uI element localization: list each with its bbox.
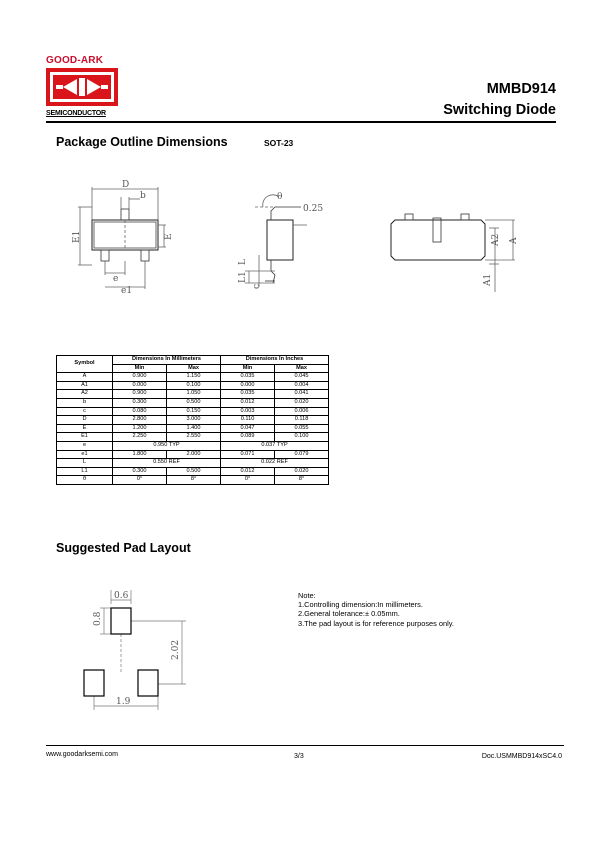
pad-right [138, 670, 158, 696]
label-D: D [122, 180, 130, 190]
table-row [57, 441, 329, 450]
cell-in-max: 0.079 [275, 450, 329, 459]
cell-in-min: 0.035 [221, 373, 275, 382]
table-row [57, 476, 329, 485]
cell-in-min: 0.003 [221, 407, 275, 416]
cell-mm-min: 1.200 [113, 424, 167, 433]
pad-dim-width: 0.6 [114, 591, 129, 601]
cell-mm-min: 0.080 [113, 407, 167, 416]
table-row [57, 424, 329, 433]
cell-in-max: 8° [275, 476, 329, 485]
label-E1: E1 [72, 230, 82, 243]
table-row [57, 398, 329, 407]
note-title: Note: [298, 591, 316, 600]
cell-symbol: A2 [57, 390, 113, 399]
cell-symbol: L [57, 459, 113, 468]
label-L1: L1 [238, 271, 248, 283]
side-view-drawing [235, 185, 335, 295]
cell-in-max: 0.045 [275, 373, 329, 382]
cell-in-max: 0.041 [275, 390, 329, 399]
cell-symbol: A1 [57, 381, 113, 390]
cell-mm-min: 2.250 [113, 433, 167, 442]
cell-symbol: E [57, 424, 113, 433]
cell-mm-span: 0.550 REF [113, 459, 221, 468]
label-A1: A1 [483, 273, 493, 286]
table-row [57, 416, 329, 425]
cell-in-min: 0.000 [221, 381, 275, 390]
cell-in-max: 0.020 [275, 398, 329, 407]
cell-mm-min: 2.800 [113, 416, 167, 425]
pad-top [111, 608, 131, 634]
label-E: E [164, 233, 174, 240]
table-row [57, 373, 329, 382]
pad-dim-vertical: 2.02 [171, 639, 181, 660]
label-A2: A2 [491, 233, 501, 246]
cell-mm-max: 0.500 [167, 398, 221, 407]
label-c: c [252, 283, 262, 289]
cell-mm-max: 2.000 [167, 450, 221, 459]
front-view-drawing [385, 200, 525, 300]
top-view-drawing [70, 175, 180, 295]
cell-in-span: 0.022 REF [221, 459, 329, 468]
cell-symbol: e1 [57, 450, 113, 459]
table-header-row [57, 356, 329, 365]
cell-in-min: 0.110 [221, 416, 275, 425]
cell-symbol: b [57, 398, 113, 407]
cell-in-max: 0.055 [275, 424, 329, 433]
cell-in-min: 0.012 [221, 398, 275, 407]
cell-in-min: 0.035 [221, 390, 275, 399]
label-gauge: 0.25 [303, 204, 324, 214]
cell-in-max: 0.006 [275, 407, 329, 416]
dimension-table [56, 355, 329, 485]
cell-in-max: 0.118 [275, 416, 329, 425]
label-L: L [238, 259, 248, 265]
cell-mm-min: 0.300 [113, 398, 167, 407]
cell-in-min: 0° [221, 476, 275, 485]
header-in-min: Min [221, 364, 275, 373]
dimension-table-body [57, 356, 329, 485]
cell-mm-min: 1.800 [113, 450, 167, 459]
footer-website[interactable]: www.goodarksemi.com [46, 751, 118, 758]
cell-in-max: 0.100 [275, 433, 329, 442]
cell-mm-min: 0.000 [113, 381, 167, 390]
header-mm-max: Max [167, 364, 221, 373]
cell-mm-max: 0.100 [167, 381, 221, 390]
notes-block [298, 591, 454, 628]
note-1: 1.Controlling dimension:In millimeters. [298, 600, 423, 610]
cell-mm-max: 1.150 [167, 373, 221, 382]
pad-left [84, 670, 104, 696]
logo-subtext: SEMICONDUCTOR [46, 110, 106, 117]
cell-mm-max: 8° [167, 476, 221, 485]
label-e1: e1 [121, 286, 133, 295]
footer-page-number: 3/3 [294, 753, 304, 760]
footer-rule [46, 745, 564, 746]
header-rule [46, 121, 556, 123]
cell-mm-min: 0° [113, 476, 167, 485]
label-e: e [113, 274, 119, 284]
table-row [57, 450, 329, 459]
cell-symbol: D [57, 416, 113, 425]
pad-layout-drawing [78, 584, 198, 714]
logo-wordmark: GOOD-ARK [46, 55, 104, 66]
label-theta: θ [277, 192, 283, 202]
cell-symbol: E1 [57, 433, 113, 442]
header-in-max: Max [275, 364, 329, 373]
table-row [57, 407, 329, 416]
cell-mm-max: 2.550 [167, 433, 221, 442]
note-3: 3.The pad layout is for reference purposes only. [298, 618, 454, 628]
cell-in-min: 0.012 [221, 467, 275, 476]
table-row [57, 433, 329, 442]
cell-symbol: θ [57, 476, 113, 485]
cell-symbol: e [57, 441, 113, 450]
pad-dim-height: 0.8 [93, 611, 103, 626]
header-mm-min: Min [113, 364, 167, 373]
package-section-title: Package Outline Dimensions [56, 135, 228, 149]
cell-symbol: A [57, 373, 113, 382]
cell-in-max: 0.004 [275, 381, 329, 390]
cell-in-min: 0.047 [221, 424, 275, 433]
header-mm: Dimensions In Millimeters [113, 356, 221, 365]
document-subtitle: Switching Diode [443, 102, 556, 118]
header-symbol: Symbol [57, 356, 113, 373]
pad-section-title: Suggested Pad Layout [56, 541, 191, 555]
part-number: MMBD914 [486, 81, 556, 97]
note-2: 2.General tolerance:± 0.05mm. [298, 609, 400, 619]
cell-in-min: 0.071 [221, 450, 275, 459]
cell-in-span: 0.037 TYP [221, 441, 329, 450]
cell-in-min: 0.089 [221, 433, 275, 442]
cell-symbol: L1 [57, 467, 113, 476]
cell-mm-min: 0.900 [113, 373, 167, 382]
cell-in-max: 0.020 [275, 467, 329, 476]
cell-mm-min: 0.900 [113, 390, 167, 399]
cell-mm-max: 1.400 [167, 424, 221, 433]
cell-mm-span: 0.950 TYP [113, 441, 221, 450]
cell-mm-max: 3.000 [167, 416, 221, 425]
label-b: b [140, 191, 146, 201]
footer-doc-id: Doc.USMMBD914xSC4.0 [481, 753, 562, 760]
cell-mm-max: 0.500 [167, 467, 221, 476]
cell-mm-max: 1.050 [167, 390, 221, 399]
cell-mm-max: 0.150 [167, 407, 221, 416]
cell-mm-min: 0.300 [113, 467, 167, 476]
table-row [57, 381, 329, 390]
pad-dim-horizontal: 1.9 [116, 697, 131, 707]
table-row [57, 467, 329, 476]
package-code: SOT-23 [264, 138, 294, 148]
company-logo-icon [46, 68, 118, 106]
label-A: A [509, 237, 519, 244]
header-in: Dimensions In Inches [221, 356, 329, 365]
table-row [57, 390, 329, 399]
table-row [57, 459, 329, 468]
cell-symbol: c [57, 407, 113, 416]
